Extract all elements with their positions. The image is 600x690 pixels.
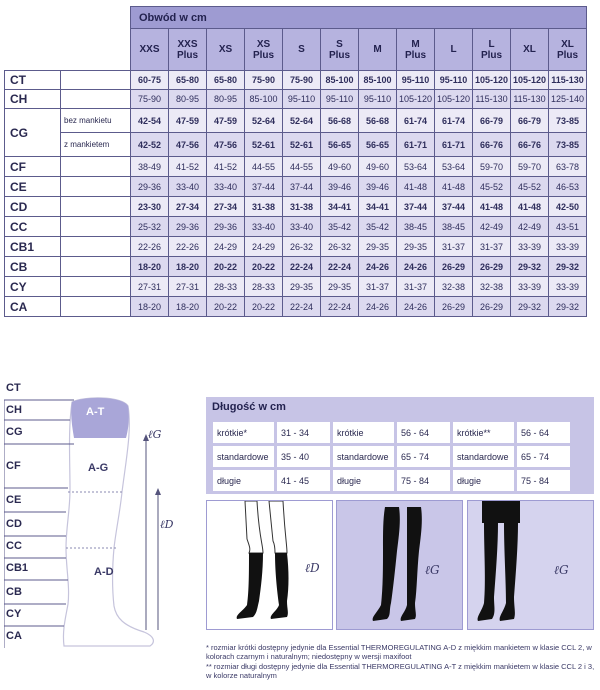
diagram-label-ct: CT [6,382,21,394]
size-value-cell: 31-37 [473,237,511,257]
size-value-cell: 115-130 [473,90,511,109]
length-value-cell: 31 - 34 [276,421,332,445]
size-value-cell: 61-71 [397,133,435,157]
size-value-cell: 95-110 [435,71,473,90]
size-value-cell: 43-51 [549,217,587,237]
size-value-cell: 24-26 [359,297,397,317]
diagram-label-cg: CG [6,426,23,438]
length-label-cell: krótkie [332,421,396,445]
size-value-cell: 27-31 [131,277,169,297]
thigh-stocking-illustration [337,501,464,631]
size-value-cell: 47-56 [169,133,207,157]
row-subtype [61,90,131,109]
size-value-cell: 73-85 [549,133,587,157]
diagram-label-ce: CE [6,494,22,506]
size-value-cell: 53-64 [397,157,435,177]
length-label-cell: standardowe [212,445,276,469]
size-value-cell: 95-110 [359,90,397,109]
diagram-label-cy: CY [6,608,22,620]
size-value-cell: 25-32 [131,217,169,237]
size-value-cell: 42-49 [511,217,549,237]
size-value-cell: 95-110 [321,90,359,109]
size-value-cell: 24-26 [359,257,397,277]
size-value-cell: 65-80 [207,71,245,90]
size-value-cell: 66-79 [511,109,549,133]
size-value-cell: 31-37 [397,277,435,297]
row-subtype [61,257,131,277]
length-label-cell: długie [332,469,396,493]
row-subtype [61,71,131,90]
size-value-cell: 52-61 [245,133,283,157]
size-value-cell: 44-55 [283,157,321,177]
size-value-cell: 52-64 [283,109,321,133]
size-value-cell: 73-85 [549,109,587,133]
length-value-cell: 56 - 64 [396,421,452,445]
length-table-row [212,421,572,445]
size-table-row [5,109,587,133]
size-value-cell: 29-32 [511,297,549,317]
row-code: CG [5,109,61,157]
size-value-cell: 34-41 [321,197,359,217]
row-subtype: bez mankietu [61,109,131,133]
size-value-cell: 33-40 [207,177,245,197]
size-value-cell: 42-50 [549,197,587,217]
size-value-cell: 80-95 [169,90,207,109]
zone-label-at: A-T [86,406,105,418]
row-code: CF [5,157,61,177]
pantyhose-illustration [468,501,595,631]
size-value-cell: 33-40 [245,217,283,237]
size-value-cell: 29-35 [283,277,321,297]
size-value-cell: 29-35 [359,237,397,257]
zone-label-ad: A-D [94,566,114,578]
size-header-cell: M Plus [397,29,435,71]
size-value-cell: 34-41 [359,197,397,217]
size-value-cell: 29-35 [397,237,435,257]
length-label-cell: krótkie** [452,421,516,445]
row-subtype: z mankietem [61,133,131,157]
size-value-cell: 66-79 [473,109,511,133]
size-table-row [5,133,587,157]
row-subtype [61,197,131,217]
footnote-1: * rozmiar krótki dostępny jedynie dla Essential THERMOREGULATING A-D z miękkim mankietem w klasie CCL 2, w kolorach czarnym i naturalnym; niedostępny w wersji maxifoot [206,643,592,661]
size-value-cell: 31-37 [435,237,473,257]
size-value-cell: 35-42 [359,217,397,237]
leg-panel-ad [206,500,333,630]
size-value-cell: 27-31 [169,277,207,297]
size-value-cell: 22-26 [169,237,207,257]
size-value-cell: 52-61 [283,133,321,157]
row-code: CD [5,197,61,217]
diagram-label-ca: CA [6,630,22,642]
size-table-row [5,217,587,237]
zone-label-ag: A-G [88,462,109,474]
size-value-cell: 115-130 [511,90,549,109]
size-value-cell: 42-52 [131,133,169,157]
row-subtype [61,277,131,297]
size-value-cell: 29-36 [169,217,207,237]
size-value-cell: 80-95 [207,90,245,109]
size-value-cell: 33-39 [511,237,549,257]
size-value-cell: 31-37 [359,277,397,297]
size-value-cell: 23-30 [131,197,169,217]
size-value-cell: 56-65 [359,133,397,157]
table-corner [5,7,131,71]
measure-label-ld: ℓD [160,518,174,531]
size-value-cell: 75-90 [131,90,169,109]
size-value-cell: 18-20 [169,257,207,277]
size-value-cell: 125-140 [549,90,587,109]
size-value-cell: 29-35 [321,277,359,297]
size-header-cell: S [283,29,321,71]
length-label-cell: standardowe [332,445,396,469]
size-value-cell: 27-34 [169,197,207,217]
size-value-cell: 35-42 [321,217,359,237]
size-value-cell: 22-24 [283,257,321,277]
size-table-row [5,90,587,109]
size-value-cell: 56-68 [359,109,397,133]
size-value-cell: 49-60 [321,157,359,177]
size-value-cell: 26-29 [435,257,473,277]
size-value-cell: 31-38 [245,197,283,217]
size-value-cell: 26-29 [473,297,511,317]
row-subtype [61,237,131,257]
size-value-cell: 75-90 [245,71,283,90]
size-value-cell: 24-29 [245,237,283,257]
row-subtype [61,157,131,177]
size-value-cell: 38-49 [131,157,169,177]
length-value-cell: 35 - 40 [276,445,332,469]
size-value-cell: 22-24 [321,257,359,277]
size-value-cell: 37-44 [397,197,435,217]
size-value-cell: 37-44 [435,197,473,217]
size-value-cell: 29-36 [131,177,169,197]
size-value-cell: 44-55 [245,157,283,177]
length-label-cell: długie [212,469,276,493]
length-table-row [212,445,572,469]
size-value-cell: 26-32 [321,237,359,257]
length-value-cell: 75 - 84 [516,469,572,493]
size-header-cell: XS Plus [245,29,283,71]
length-label-cell: krótkie* [212,421,276,445]
size-header-cell: XL Plus [549,29,587,71]
size-value-cell: 33-39 [511,277,549,297]
size-value-cell: 28-33 [245,277,283,297]
leg-panel-label-2: ℓG [425,563,440,577]
size-value-cell: 46-53 [549,177,587,197]
size-value-cell: 95-110 [283,90,321,109]
size-value-cell: 52-64 [245,109,283,133]
row-code: CB1 [5,237,61,257]
diagram-label-cb1: CB1 [6,562,29,574]
size-value-cell: 61-74 [397,109,435,133]
size-table-row [5,277,587,297]
length-label-cell: długie [452,469,516,493]
size-value-cell: 20-22 [207,297,245,317]
size-table-row [5,237,587,257]
size-value-cell: 56-65 [321,133,359,157]
diagram-label-cb: CB [6,586,22,598]
row-code: CC [5,217,61,237]
leg-panel-ag [336,500,463,630]
row-code: CH [5,90,61,109]
size-value-cell: 61-74 [435,109,473,133]
size-value-cell: 18-20 [131,297,169,317]
leg-outline-figure [4,380,200,650]
size-table-row [5,157,587,177]
size-value-cell: 18-20 [169,297,207,317]
size-value-cell: 41-48 [473,197,511,217]
size-value-cell: 66-76 [511,133,549,157]
size-header-cell: S Plus [321,29,359,71]
size-header-cell: XXS Plus [169,29,207,71]
length-value-cell: 65 - 74 [396,445,452,469]
stocking-length-illustrations [206,500,594,630]
size-value-cell: 20-22 [245,297,283,317]
row-code: CA [5,297,61,317]
size-table [4,6,587,317]
row-subtype [61,177,131,197]
footnote-2: ** rozmiar długi dostępny jedynie dla Essential THERMOREGULATING A-T z miękkim mankietem w klasie CCL 2 i 3, w kolorze naturalnym [206,662,595,680]
size-value-cell: 65-80 [169,71,207,90]
leg-measurement-diagram [4,380,200,650]
size-value-cell: 41-48 [435,177,473,197]
size-header-cell: XXS [131,29,169,71]
size-value-cell: 45-52 [511,177,549,197]
length-table [210,419,573,494]
size-value-cell: 33-40 [169,177,207,197]
size-table-title: Obwód w cm [131,7,587,29]
size-header-cell: M [359,29,397,71]
leg-panel-at [467,500,594,630]
size-value-cell: 33-39 [549,237,587,257]
row-subtype [61,217,131,237]
size-header-cell: L Plus [473,29,511,71]
size-value-cell: 47-59 [207,109,245,133]
size-table-body [5,71,587,317]
row-code: CE [5,177,61,197]
size-value-cell: 41-48 [511,197,549,217]
size-value-cell: 47-59 [169,109,207,133]
size-value-cell: 38-45 [435,217,473,237]
size-value-cell: 22-24 [321,297,359,317]
length-value-cell: 41 - 45 [276,469,332,493]
diagram-label-cf: CF [6,460,21,472]
size-header-cell: L [435,29,473,71]
size-value-cell: 29-32 [511,257,549,277]
length-table-panel [206,397,594,494]
size-value-cell: 105-120 [511,71,549,90]
diagram-label-cc: CC [6,540,22,552]
size-value-cell: 37-44 [283,177,321,197]
size-value-cell: 85-100 [245,90,283,109]
size-table-row [5,197,587,217]
measure-label-lg: ℓG [148,428,162,441]
length-table-row [212,469,572,493]
size-table-row [5,257,587,277]
size-value-cell: 42-49 [473,217,511,237]
footnotes [206,643,596,681]
size-value-cell: 22-26 [131,237,169,257]
size-value-cell: 53-64 [435,157,473,177]
length-value-cell: 56 - 64 [516,421,572,445]
size-value-cell: 41-48 [397,177,435,197]
size-value-cell: 95-110 [397,71,435,90]
size-table-row [5,71,587,90]
size-value-cell: 37-44 [245,177,283,197]
row-subtype [61,297,131,317]
size-value-cell: 24-29 [207,237,245,257]
size-value-cell: 18-20 [131,257,169,277]
size-value-cell: 85-100 [359,71,397,90]
size-value-cell: 38-45 [397,217,435,237]
length-value-cell: 65 - 74 [516,445,572,469]
size-value-cell: 59-70 [473,157,511,177]
size-value-cell: 56-68 [321,109,359,133]
size-value-cell: 49-60 [359,157,397,177]
size-value-cell: 32-38 [473,277,511,297]
size-value-cell: 42-54 [131,109,169,133]
size-value-cell: 85-100 [321,71,359,90]
size-value-cell: 39-46 [321,177,359,197]
size-value-cell: 105-120 [435,90,473,109]
size-value-cell: 39-46 [359,177,397,197]
row-code: CY [5,277,61,297]
size-table-row [5,297,587,317]
size-value-cell: 26-32 [283,237,321,257]
length-table-title: Długość w cm [212,401,286,413]
diagram-label-ch: CH [6,404,22,416]
size-value-cell: 29-32 [549,297,587,317]
size-value-cell: 26-29 [435,297,473,317]
size-value-cell: 105-120 [397,90,435,109]
size-value-cell: 59-70 [511,157,549,177]
size-value-cell: 29-32 [549,257,587,277]
size-value-cell: 63-78 [549,157,587,177]
size-value-cell: 20-22 [245,257,283,277]
size-value-cell: 26-29 [473,257,511,277]
size-value-cell: 32-38 [435,277,473,297]
size-value-cell: 41-52 [169,157,207,177]
leg-panel-label-1: ℓD [305,561,320,575]
leg-panel-label-3: ℓG [554,563,569,577]
length-label-cell: standardowe [452,445,516,469]
size-value-cell: 60-75 [131,71,169,90]
size-value-cell: 45-52 [473,177,511,197]
size-value-cell: 75-90 [283,71,321,90]
size-header-cell: XS [207,29,245,71]
size-value-cell: 61-71 [435,133,473,157]
size-value-cell: 24-26 [397,257,435,277]
size-value-cell: 33-40 [283,217,321,237]
size-value-cell: 115-130 [549,71,587,90]
size-value-cell: 41-52 [207,157,245,177]
size-value-cell: 29-36 [207,217,245,237]
size-value-cell: 20-22 [207,257,245,277]
row-code: CT [5,71,61,90]
size-value-cell: 66-76 [473,133,511,157]
size-value-cell: 105-120 [473,71,511,90]
size-value-cell: 27-34 [207,197,245,217]
size-table-row [5,177,587,197]
size-value-cell: 28-33 [207,277,245,297]
size-value-cell: 47-56 [207,133,245,157]
row-code: CB [5,257,61,277]
length-value-cell: 75 - 84 [396,469,452,493]
size-value-cell: 33-39 [549,277,587,297]
size-header-cell: XL [511,29,549,71]
size-value-cell: 31-38 [283,197,321,217]
diagram-label-cd: CD [6,518,22,530]
size-value-cell: 22-24 [283,297,321,317]
size-value-cell: 24-26 [397,297,435,317]
